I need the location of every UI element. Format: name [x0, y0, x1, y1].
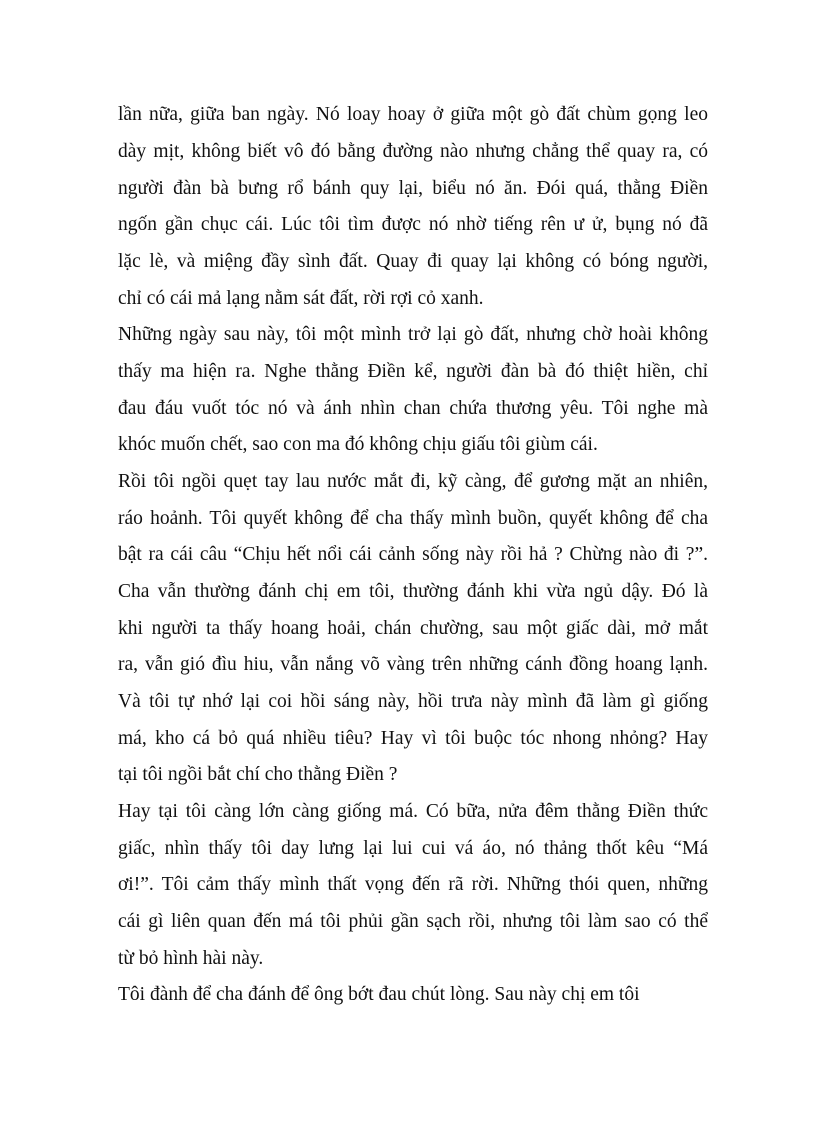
- text-line: dày mịt, không biết vô đó bằng đường nào nhưng chẳng thể quay ra, có: [118, 141, 708, 162]
- text-line: ngốn gần chục cái. Lúc tôi tìm được nó nhờ tiếng rên ư ử, bụng nó đã: [118, 214, 708, 235]
- text-line: lặc lè, và miệng đầy sình đất. Quay đi quay lại không có bóng người,: [118, 251, 708, 272]
- text-line: Và tôi tự nhớ lại coi hồi sáng này, hồi trưa này mình đã làm gì giống: [118, 691, 708, 712]
- text-line: đau đáu vuốt tóc nó và ánh nhìn chan chứa thương yêu. Tôi nghe mà: [118, 398, 708, 419]
- text-line: lần nữa, giữa ban ngày. Nó loay hoay ở giữa một gò đất chùm gọng leo: [118, 104, 708, 125]
- text-line: Rồi tôi ngồi quẹt tay lau nước mắt đi, kỹ càng, để gương mặt an nhiên,: [118, 471, 708, 492]
- text-line: khi người ta thấy hoang hoải, chán chường, sau một giấc dài, mở mắt: [118, 618, 708, 639]
- text-line: Tôi đành để cha đánh để ông bớt đau chút lòng. Sau này chị em tôi: [118, 984, 640, 1005]
- text-line: Cha vẫn thường đánh chị em tôi, thường đánh khi vừa ngủ dậy. Đó là: [118, 581, 708, 602]
- text-line: người đàn bà bưng rổ bánh quy lại, biểu nó ăn. Đói quá, thằng Điền: [118, 178, 708, 199]
- text-line: ơi!”. Tôi cảm thấy mình thất vọng đến rã rời. Những thói quen, những: [118, 874, 708, 895]
- text-line: ra, vẫn gió đìu hiu, vẫn nắng võ vàng trên những cánh đồng hoang lạnh.: [118, 654, 708, 675]
- text-line: thấy ma hiện ra. Nghe thằng Điền kể, người đàn bà đó thiệt hiền, chỉ: [118, 361, 708, 382]
- text-line: Những ngày sau này, tôi một mình trở lại gò đất, nhưng chờ hoài không: [118, 324, 708, 345]
- text-line: tại tôi ngồi bắt chí cho thằng Điền ?: [118, 764, 398, 785]
- text-line: chỉ có cái mả lạng nằm sát đất, rời rợi cỏ xanh.: [118, 288, 484, 309]
- text-line: khóc muốn chết, sao con ma đó không chịu giấu tôi giùm cái.: [118, 434, 598, 455]
- text-line: bật ra cái câu “Chịu hết nổi cái cảnh sống này rồi hả ? Chừng nào đi ?”.: [118, 544, 708, 565]
- text-line: Hay tại tôi càng lớn càng giống má. Có bữa, nửa đêm thằng Điền thức: [118, 801, 708, 822]
- text-line: má, kho cá bỏ quá nhiều tiêu? Hay vì tôi buộc tóc nhong nhỏng? Hay: [118, 728, 708, 749]
- text-line: cái gì liên quan đến má tôi phủi gần sạch rồi, nhưng tôi làm sao có thể: [118, 911, 708, 932]
- text-line: giấc, nhìn thấy tôi day lưng lại lui cui vá áo, nó thảng thốt kêu “Má: [118, 838, 708, 859]
- text-line: ráo hoảnh. Tôi quyết không để cha thấy mình buồn, quyết không để cha: [118, 508, 708, 529]
- text-line: từ bỏ hình hài này.: [118, 948, 264, 969]
